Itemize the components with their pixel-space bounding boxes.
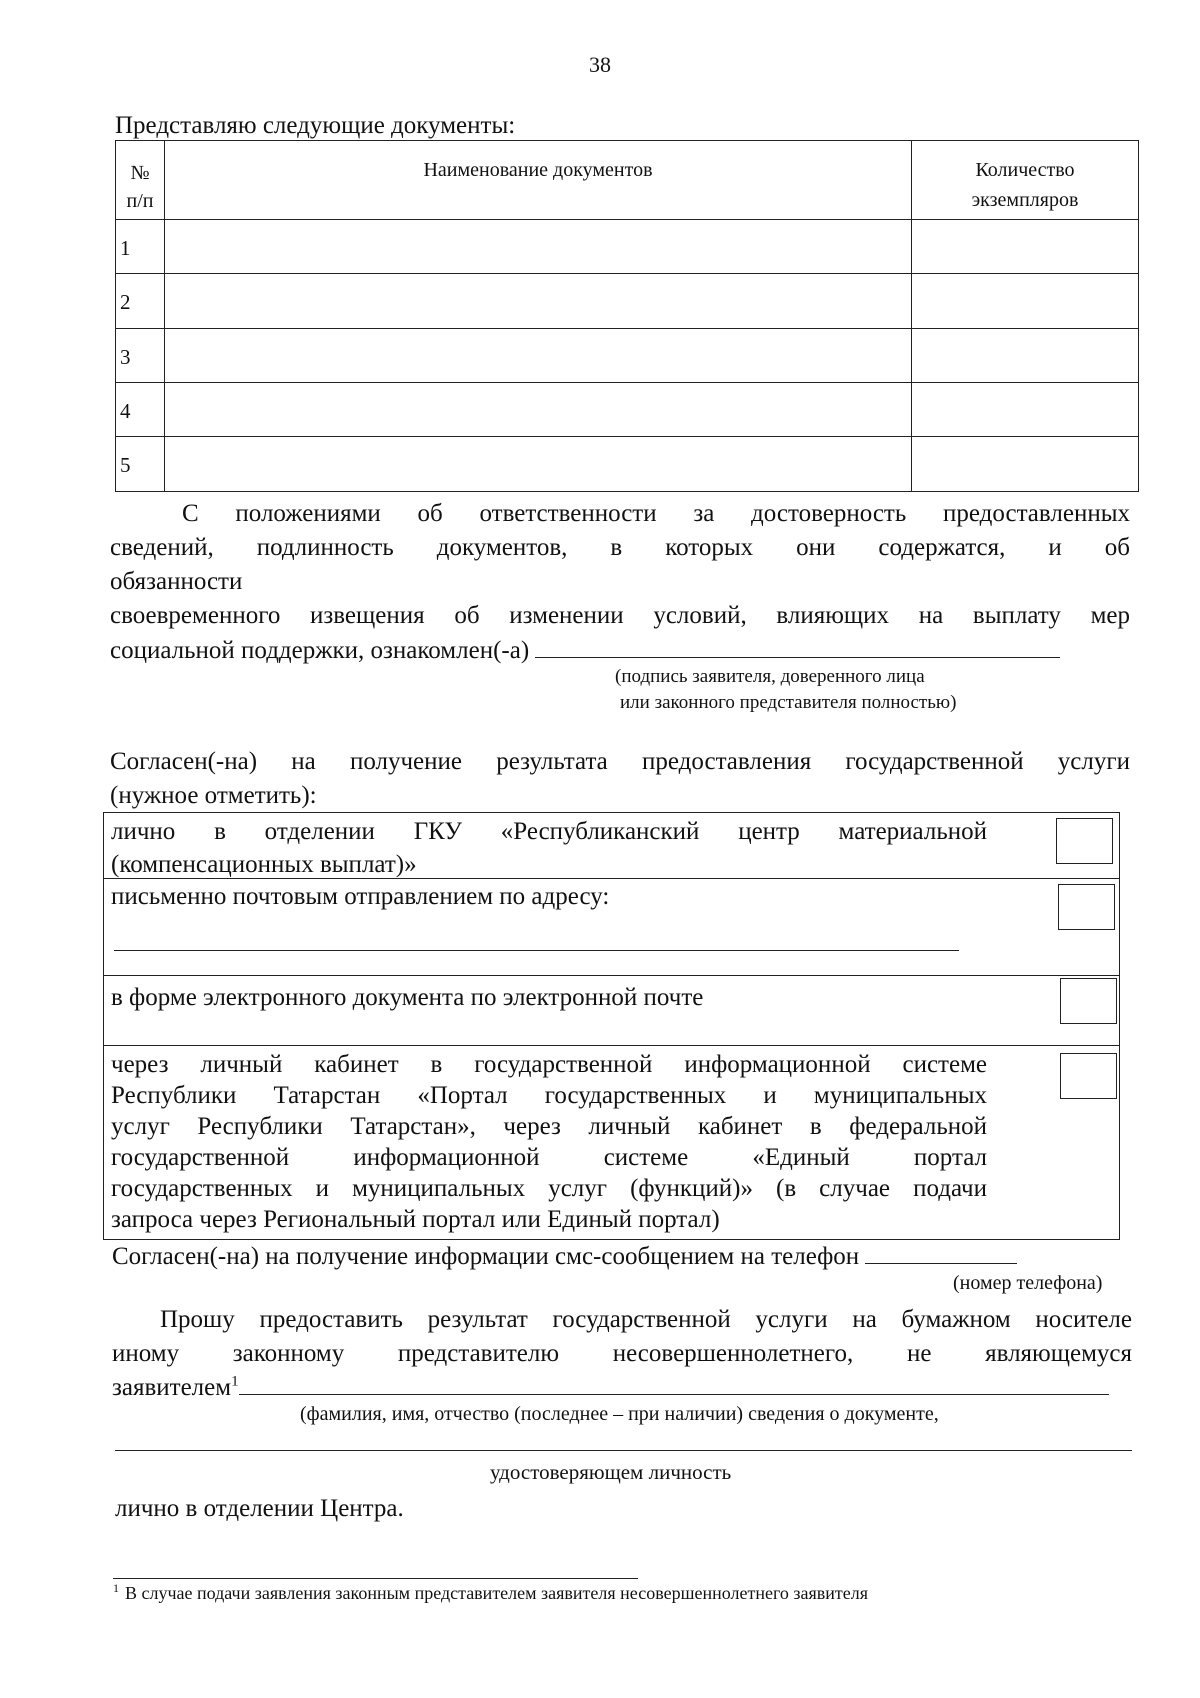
table-row — [116, 274, 1139, 328]
table-row — [116, 383, 1139, 437]
agree-result-line: (нужное отметить): — [110, 782, 317, 809]
request-line: иному законному представителю несовершеннолетнего, не являющемуся — [112, 1340, 1132, 1367]
row-number: 2 — [116, 274, 165, 328]
footnote-mark: 1 — [113, 1581, 119, 1595]
document-details-line[interactable] — [115, 1450, 1132, 1451]
request-paragraph — [112, 1303, 1132, 1405]
fio-caption: (фамилия, имя, отчество (последнее – при наличии) сведения о документе, — [300, 1403, 939, 1425]
option-checkbox[interactable] — [1058, 884, 1115, 930]
document-name-cell[interactable] — [165, 437, 912, 492]
sms-consent-text: Согласен(-на) на получение информации смс-сообщением на телефон — [112, 1243, 860, 1270]
document-name-cell[interactable] — [165, 219, 912, 273]
option-line: услуг Республики Татарстан», через личный кабинет в федеральной — [111, 1113, 987, 1140]
header-number — [116, 141, 165, 220]
row-number: 1 — [116, 219, 165, 273]
table-row — [116, 437, 1139, 492]
request-line: Прошу предоставить результат государственной услуги на бумажном носителе — [160, 1306, 1132, 1333]
delivery-option-in-person — [104, 813, 1119, 879]
signature-line[interactable] — [535, 633, 1060, 658]
option-line: Республики Татарстан «Портал государственных и муниципальных — [111, 1082, 987, 1109]
option-line: (компенсационных выплат)» — [111, 851, 417, 878]
responsibility-line: обязанности — [110, 568, 243, 595]
footnote-divider — [113, 1578, 638, 1579]
responsibility-paragraph — [110, 497, 1130, 668]
option-line: лично в отделении ГКУ «Республиканский центр материальной — [111, 818, 987, 845]
option-checkbox[interactable] — [1060, 1053, 1117, 1099]
header-copies-line2: экземпляров — [971, 189, 1079, 211]
copies-cell[interactable] — [912, 219, 1139, 273]
table-row — [116, 328, 1139, 382]
request-line-with-field — [112, 1371, 1132, 1405]
id-document-caption: удостоверяющем личность — [490, 1460, 732, 1484]
request-line: заявителем — [112, 1374, 232, 1401]
option-line: государственных и муниципальных услуг (функций)» (в случае подачи — [111, 1175, 987, 1202]
delivery-option-portal — [104, 1045, 1119, 1239]
option-line: в форме электронного документа по электронной почте — [111, 984, 704, 1011]
option-line: запроса через Региональный портал или Единый портал) — [111, 1206, 720, 1233]
option-checkbox[interactable] — [1060, 978, 1117, 1024]
header-document-name: Наименование документов — [165, 141, 912, 220]
row-number: 3 — [116, 328, 165, 382]
document-name-cell[interactable] — [165, 383, 912, 437]
signature-caption: или законного представителя полностью) — [620, 692, 957, 713]
phone-number-line[interactable] — [865, 1243, 1017, 1264]
document-name-cell[interactable] — [165, 328, 912, 382]
representative-line[interactable] — [239, 1372, 1109, 1395]
option-text — [111, 981, 987, 1014]
agree-result-heading — [110, 745, 1130, 813]
option-line: письменно почтовым отправлением по адресу: — [111, 883, 610, 910]
row-number: 5 — [116, 437, 165, 492]
document-name-cell[interactable] — [165, 274, 912, 328]
option-checkbox[interactable] — [1056, 818, 1113, 864]
responsibility-line: социальной поддержки, ознакомлен(-а) — [110, 637, 530, 664]
copies-cell[interactable] — [912, 274, 1139, 328]
option-text — [111, 1049, 987, 1235]
footnote-reference: 1 — [231, 1373, 239, 1390]
responsibility-line-with-signature — [110, 633, 1130, 668]
responsibility-line: С положениями об ответственности за достоверность предоставленных — [182, 500, 1130, 527]
row-number: 4 — [116, 383, 165, 437]
option-line: через личный кабинет в государственной информационной системе — [111, 1051, 987, 1078]
header-copies-count — [912, 141, 1139, 220]
address-line[interactable] — [114, 950, 959, 951]
footnote — [113, 1583, 868, 1604]
option-line: государственной информационной системе «Единый портал — [111, 1144, 987, 1171]
copies-cell[interactable] — [912, 328, 1139, 382]
copies-cell[interactable] — [912, 437, 1139, 492]
table-header-row — [116, 141, 1139, 220]
sms-consent — [112, 1243, 1017, 1271]
in-person-text: лично в отделении Центра. — [115, 1495, 404, 1522]
table-row — [116, 219, 1139, 273]
footnote-text: В случае подачи заявления законным представителем заявителя несовершеннолетнего заявителя — [125, 1583, 869, 1603]
header-copies-line1: Количество — [975, 159, 1075, 181]
delivery-option-mail — [104, 878, 1119, 976]
documents-table — [115, 140, 1139, 492]
copies-cell[interactable] — [912, 383, 1139, 437]
header-number-abbr: п/п — [126, 190, 154, 212]
agree-result-line: Согласен(-на) на получение результата предоставления государственной услуги — [110, 748, 1130, 775]
header-number-sign: № — [130, 162, 150, 184]
phone-caption: (номер телефона) — [953, 1272, 1103, 1294]
delivery-options-table — [103, 812, 1120, 1240]
responsibility-line: своевременного извещения об изменении условий, влияющих на выплату мер — [110, 602, 1130, 629]
option-text — [111, 880, 987, 913]
option-text — [111, 815, 987, 881]
responsibility-line: сведений, подлинность документов, в которых они содержатся, и об — [110, 534, 1130, 561]
delivery-option-email — [104, 975, 1119, 1046]
documents-intro: Представляю следующие документы: — [115, 112, 516, 139]
page-number: 38 — [589, 52, 611, 77]
signature-caption: (подпись заявителя, доверенного лица — [615, 666, 925, 687]
